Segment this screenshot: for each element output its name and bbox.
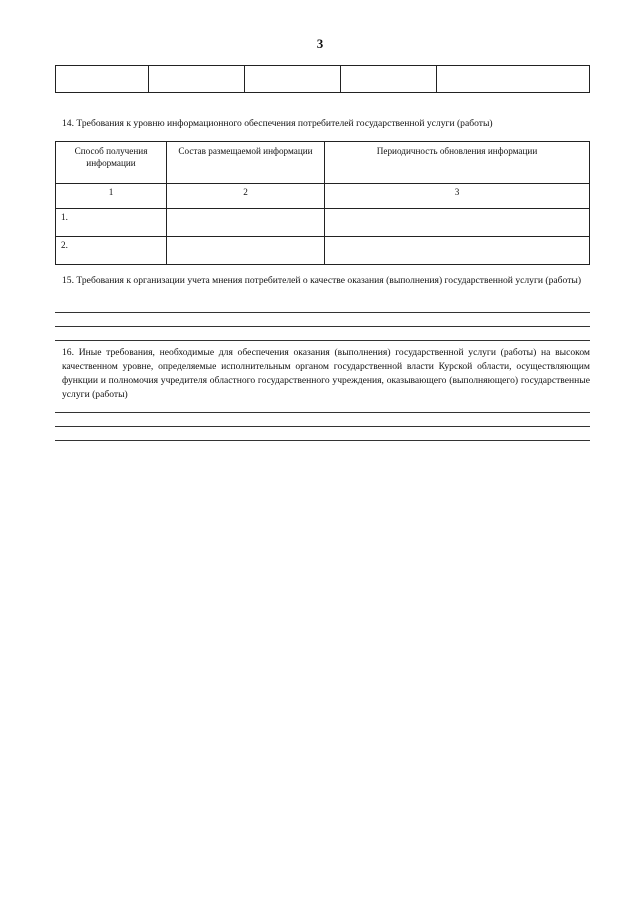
table-cell — [167, 209, 325, 237]
column-number: 2 — [167, 184, 325, 209]
info-requirements-table — [55, 141, 590, 265]
section-15-title: 15. Требования к организации учета мнения потребителей о качестве оказания (выполнения) государственной услуги (работы) — [62, 275, 582, 286]
header-content: Состав размещаемой информации — [167, 142, 325, 184]
table-cell — [245, 66, 341, 93]
section-16-title: 16. Иные требования, необходимые для обеспечения оказания (выполнения) государственной услуги (работы) на высоком качественном уровне, определяемые исполнительным органом государственной власти Курской области, осуществляющим функции и полномочия учредителя областного государственного учреждения, оказывающего (выполняющего) государственные услуги (работы) — [62, 347, 590, 400]
header-frequency: Периодичность обновления информации — [325, 142, 590, 184]
fill-line — [55, 326, 590, 327]
column-number: 1 — [56, 184, 167, 209]
page-number: 3 — [316, 36, 324, 51]
table-cell — [56, 66, 149, 93]
table-cell — [325, 237, 590, 265]
table-row — [56, 184, 590, 209]
column-number: 3 — [325, 184, 590, 209]
header-method: Способ получения информации — [56, 142, 167, 184]
fill-line — [55, 312, 590, 313]
fill-line — [55, 440, 590, 441]
table-cell — [325, 209, 590, 237]
table-row — [56, 209, 590, 237]
table-cell — [341, 66, 437, 93]
fill-line — [55, 412, 590, 413]
table-cell: 2. — [56, 237, 167, 265]
continued-table — [55, 65, 590, 93]
fill-line — [55, 426, 590, 427]
fill-line — [55, 340, 590, 341]
table-cell — [167, 237, 325, 265]
section-14-title: 14. Требования к уровню информационного обеспечения потребителей государственной услуги (работы) — [62, 118, 493, 129]
table-row — [56, 66, 590, 93]
table-header-row — [56, 142, 590, 184]
table-cell — [149, 66, 245, 93]
table-row — [56, 237, 590, 265]
table-cell: 1. — [56, 209, 167, 237]
table-cell — [437, 66, 590, 93]
